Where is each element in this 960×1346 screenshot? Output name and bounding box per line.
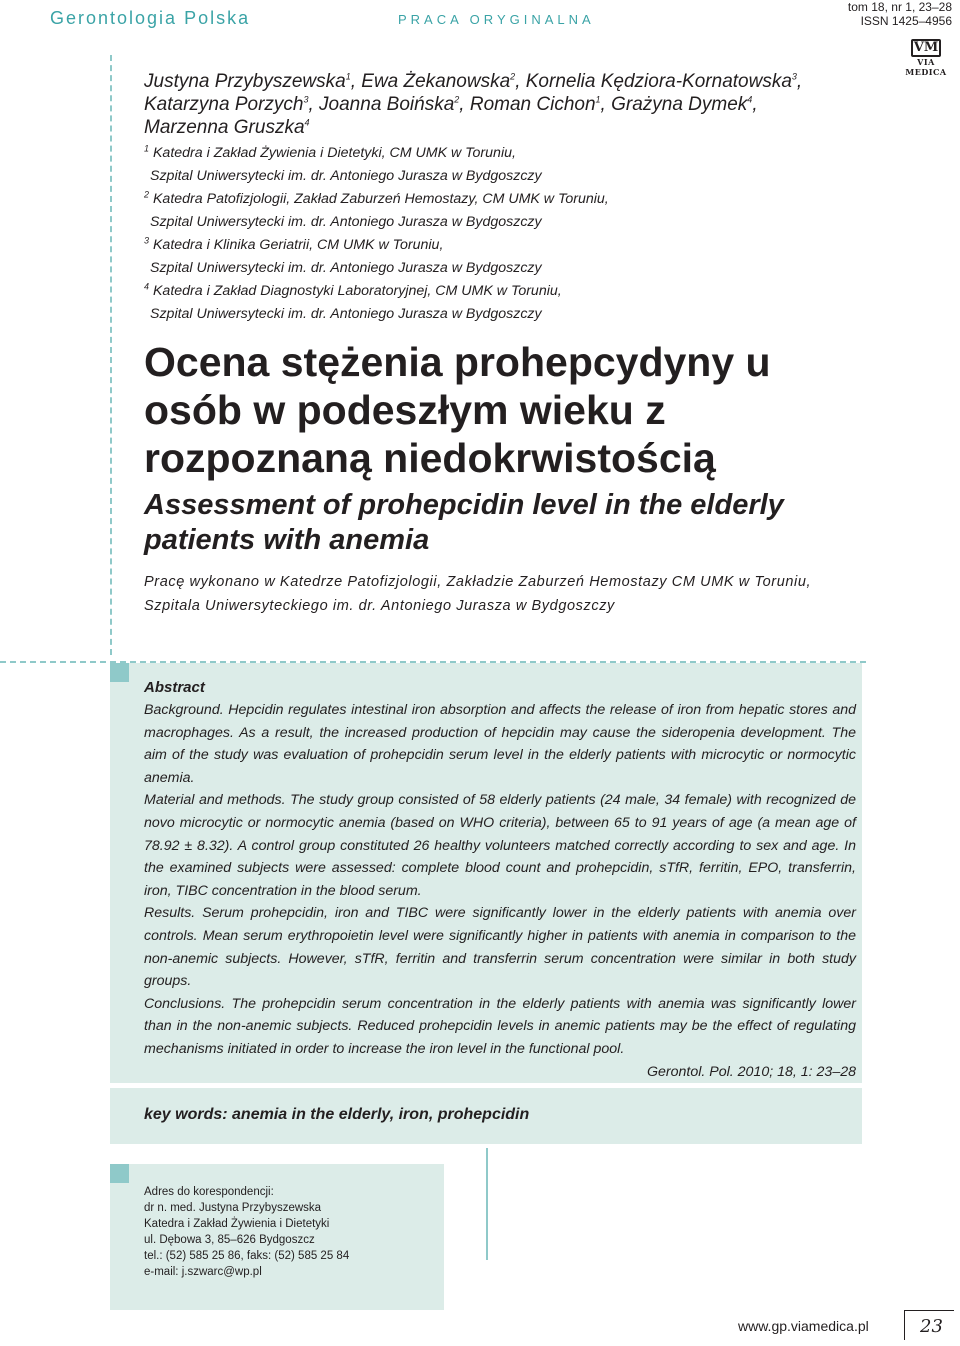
affiliation-line: Szpital Uniwersytecki im. dr. Antoniego Jurasza w Bydgoszczy <box>150 306 542 322</box>
abstract-heading: Abstract <box>144 679 205 696</box>
methods-label: Material and methods. <box>144 792 286 809</box>
abstract-content <box>144 677 856 1083</box>
author-sup: 3 <box>303 94 309 105</box>
section-label: PRACA ORYGINALNA <box>398 12 595 27</box>
author: Roman Cichon <box>469 94 596 115</box>
author-sup: 3 <box>791 71 797 82</box>
background-label: Background. <box>144 702 224 718</box>
affiliation <box>144 142 844 165</box>
correspondence-line: dr n. med. Justyna Przybyszewska <box>144 1202 322 1214</box>
volume-line: tom 18, nr 1, 23–28 <box>847 0 952 14</box>
corner-marker <box>110 1164 129 1183</box>
correspondence-line: Adres do korespondencji: <box>144 1186 274 1198</box>
citation: Gerontol. Pol. 2010; 18, 1: 23–28 <box>646 1063 856 1080</box>
results-text: Serum prohepcidin, iron and TIBC were significantly lower in the elderly patients with anemia over controls. Mean serum erythropoietin level were significantly higher in patients with anemia in comparison to the non-anemic subjects. However, sTfR, ferritin and transferrin serum concentration were similar in both study groups. <box>144 905 856 990</box>
author-sup: 2 <box>510 71 516 82</box>
abstract-box <box>110 663 862 1083</box>
methods-text: The study group consisted of 58 elderly patients (24 male, 34 female) with recognized de novo microcytic or normocytic anemia (based on WHO criteria), between 65 to 91 years of age (a mean age of 78.92 ± 8.32). A control group constituted 26 healthy volunteers matched correctly according to sex and age. In the examined subjects were assessed: complete blood count and prohepcidin, sTfR, ferritin, EPO, transferrin, iron, TIBC concentration in the blood serum. <box>144 792 856 899</box>
correspondence-box <box>110 1164 444 1310</box>
author-list: Justyna Przybyszewska$^1$, Ewa Żekanowska$^2$, Kornelia Kędziora-Kornatowska$^3$, Katarzyna Porzych$^3$, Joanna Boińska$^2$, Roman Cichon$^1$, Grażyna Dymek$^4$, Marzenna Gruszka$^4$ <box>144 71 803 138</box>
affiliation-num: 2 <box>144 189 150 200</box>
publisher-logo <box>898 38 954 77</box>
volume-info <box>848 0 952 28</box>
affiliation-line: Szpital Uniwersytecki im. dr. Antoniego Jurasza w Bydgoszczy <box>150 168 542 184</box>
affiliation <box>144 280 844 303</box>
correspondence-line: ul. Dębowa 3, 85–626 Bydgoszcz <box>144 1234 315 1246</box>
work-note: Pracę wykonano w Katedrze Patofizjologii, Zakładzie Zaburzeń Hemostazy CM UMK w Toruniu, Szpitala Uniwersyteckiego im. dr. Antoniego Jurasza w Bydgoszczy <box>144 574 812 614</box>
correspondence-email: e-mail: j.szwarc@wp.pl <box>144 1266 262 1278</box>
author: Joanna Boińska <box>319 94 455 115</box>
abstract-methods <box>144 789 856 902</box>
author: Katarzyna Porzych <box>144 94 304 115</box>
affiliations <box>144 142 844 326</box>
author-sup: 4 <box>747 94 753 105</box>
keywords-box <box>110 1088 862 1144</box>
issn-line: ISSN 1425–4956 <box>860 14 952 28</box>
conclusions-text: The prohepcidin serum concentration in the elderly patients with anemia was significantly lower than in the non-anemic subjects. Reduced prohepcidin levels in anemic patients may be the effect of regulating mechanisms initiated in order to increase the iron level in the functional pool. <box>144 995 856 1057</box>
logo-text: VIA MEDICA <box>905 57 947 77</box>
logo-mark: VM <box>911 39 941 57</box>
background-text: Hepcidin regulates intestinal iron absorption and affects the release of iron from hepatic stores and macrophages. As a result, the increased production of hepcidin may cause the sideropenia development. The aim of the study was evaluation of prohepcidin serum level in the elderly patients with microcytic or normocytic anemia. <box>144 702 856 786</box>
title-english: Assessment of prohepcidin level in the elderly patients with anemia <box>144 489 784 556</box>
abstract-conclusions <box>144 993 856 1061</box>
affiliation <box>144 188 844 211</box>
affiliation-num: 4 <box>144 281 150 292</box>
correspondence-line: tel.: (52) 585 25 86, faks: (52) 585 25 84 <box>144 1250 350 1262</box>
keywords: key words: anemia in the elderly, iron, prohepcidin <box>144 1106 530 1123</box>
journal-name: Gerontologia Polska <box>50 8 251 28</box>
affiliation-line: Szpital Uniwersytecki im. dr. Antoniego Jurasza w Bydgoszczy <box>150 260 542 276</box>
author: Marzenna Gruszka <box>144 117 305 138</box>
author: Ewa Żekanowska <box>361 71 511 92</box>
correspondence-content <box>144 1184 349 1280</box>
results-label: Results. <box>144 905 196 922</box>
author-sup: 4 <box>304 117 310 128</box>
abstract-background <box>144 699 856 789</box>
affiliation-num: 3 <box>144 235 150 246</box>
divider-line <box>486 1148 488 1260</box>
affiliation-num: 1 <box>144 143 150 154</box>
author-sup: 1 <box>345 71 351 82</box>
author-sup: 2 <box>454 94 460 105</box>
abstract-results <box>144 902 856 992</box>
author-sup: 1 <box>595 94 601 105</box>
affiliation-line: Katedra i Klinika Geriatrii, CM UMK w Toruniu, <box>152 237 444 253</box>
page-number: 23 <box>920 1316 943 1337</box>
footer-url: www.gp.viamedica.pl <box>738 1318 869 1334</box>
corner-marker <box>110 663 129 682</box>
page-number-rule <box>904 1310 905 1340</box>
left-dashed-guide <box>110 55 112 655</box>
title-polish: Ocena stężenia prohepcydyny u osób w podeszłym wieku z rozpoznaną niedokrwistością <box>144 339 771 481</box>
affiliation <box>144 234 844 257</box>
page-number-rule <box>904 1310 954 1311</box>
author: Grażyna Dymek <box>611 94 748 115</box>
affiliation-line: Katedra Patofizjologii, Zakład Zaburzeń Hemostazy, CM UMK w Toruniu, <box>152 191 609 207</box>
author: Justyna Przybyszewska <box>144 71 346 92</box>
author: Kornelia Kędziora-Kornatowska <box>525 71 792 92</box>
affiliation-line: Katedra i Zakład Diagnostyki Laboratoryjnej, CM UMK w Toruniu, <box>152 283 562 299</box>
affiliation-line: Katedra i Zakład Żywienia i Dietetyki, CM UMK w Toruniu, <box>152 145 516 161</box>
correspondence-line: Katedra i Zakład Żywienia i Dietetyki <box>144 1218 330 1230</box>
affiliation-line: Szpital Uniwersytecki im. dr. Antoniego Jurasza w Bydgoszczy <box>150 214 542 230</box>
conclusions-label: Conclusions. <box>144 995 226 1012</box>
